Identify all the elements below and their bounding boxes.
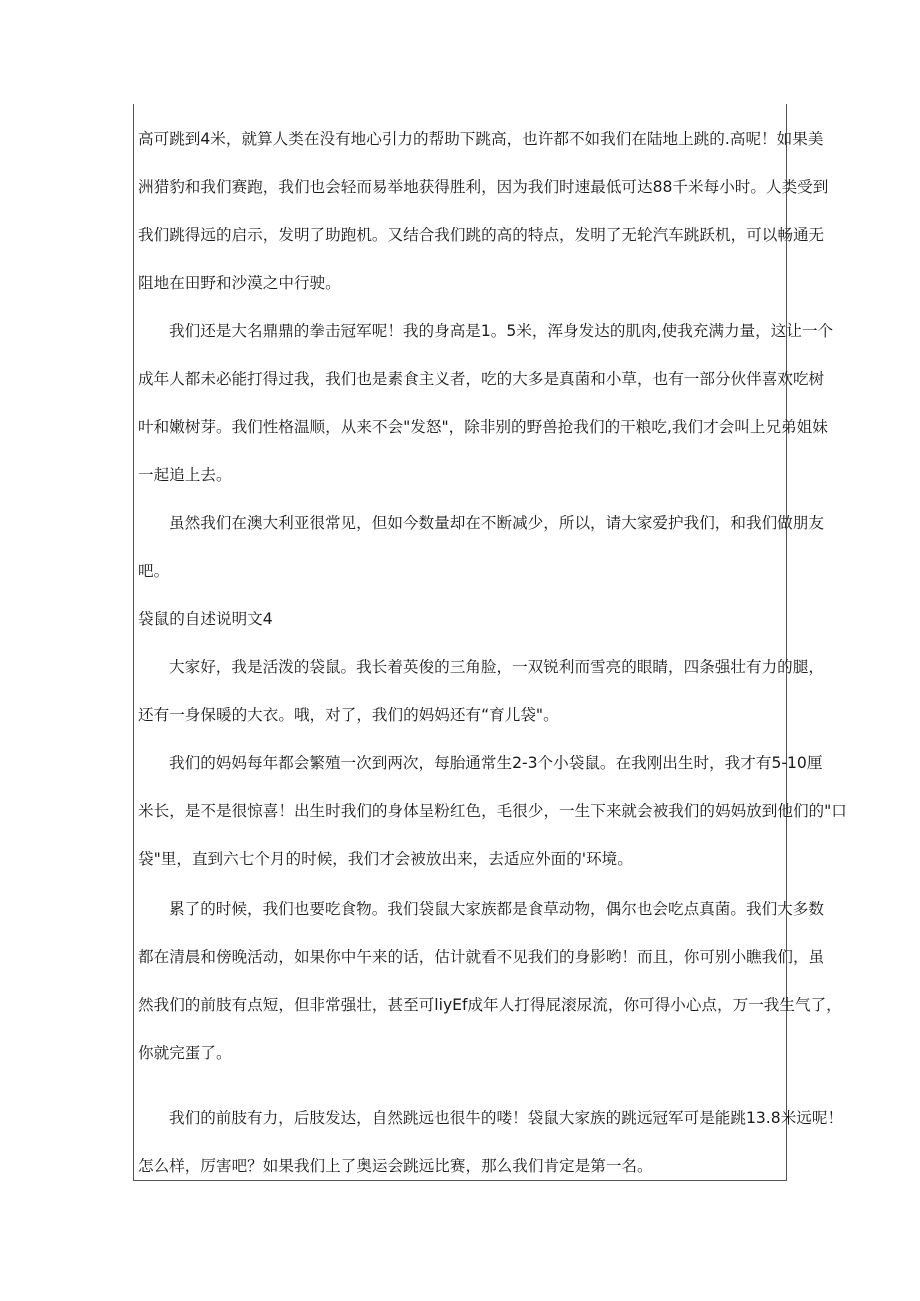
text-line: 吧。 — [138, 562, 170, 580]
text-line: 我们的妈妈每年都会繁殖一次到两次，每胎通常生2-3个小袋鼠。在我刚出生时，我才有5-10厘 — [169, 754, 823, 772]
text-line: 叶和嫩树芽。我们性格温顺，从来不会"发怒"，除非别的野兽抢我们的干粮吃,我们才会叫上兄弟姐妹 — [138, 418, 828, 436]
section-heading: 袋鼠的自述说明文4 — [138, 610, 273, 628]
text-line: 阻地在田野和沙漠之中行驶。 — [138, 274, 341, 292]
text-line: 怎么样，厉害吧？如果我们上了奥运会跳远比赛，那么我们肯定是第一名。 — [138, 1157, 653, 1175]
text-line: 高可跳到4米，就算人类在没有地心引力的帮助下跳高，也许都不如我们在陆地上跳的.高呢！如果美 — [138, 130, 824, 148]
text-line: 袋"里，直到六七个月的时候，我们才会被放出来，去适应外面的'环境。 — [138, 850, 633, 868]
text-line: 我们跳得远的启示，发明了助跑机。又结合我们跳的高的特点，发明了无轮汽车跳跃机，可以畅通无 — [138, 226, 825, 244]
text-line: 都在清晨和傍晚活动，如果你中午来的话，估计就看不见我们的身影哟！而且，你可别小瞧我们，虽 — [138, 948, 825, 966]
page-frame — [133, 104, 847, 1181]
text-line: 还有一身保暖的大衣。哦，对了，我们的妈妈还有“育儿袋"。 — [138, 706, 559, 724]
text-line: 然我们的前肢有点短，但非常强壮，甚至可liyEf成年人打得屁滚尿流，你可得小心点，万一我生气了， — [138, 996, 842, 1014]
text-line: 我们的前肢有力，后肢发达，自然跳远也很牛的喽！袋鼠大家族的跳远冠军可是能跳13.8米远呢！ — [169, 1109, 844, 1127]
text-line: 成年人都未必能打得过我，我们也是素食主义者，吃的大多是真菌和小草，也有一部分伙伴喜欢吃树 — [138, 370, 825, 388]
text-line: 米长，是不是很惊喜！出生时我们的身体呈粉红色，毛很少，一生下来就会被我们的妈妈放到他们的"口 — [138, 802, 847, 820]
text-line: 你就完蛋了。 — [138, 1044, 232, 1062]
text-line: 累了的时候，我们也要吃食物。我们袋鼠大家族都是食草动物，偶尔也会吃点真菌。我们大多数 — [169, 900, 824, 918]
text-line: 我们还是大名鼎鼎的拳击冠军呢！我的身高是1。5米，浑身发达的肌肉,使我充满力量，这让一个 — [169, 322, 834, 340]
text-line: 洲猎豹和我们赛跑，我们也会轻而易举地获得胜利，因为我们时速最低可达88千米每小时。人类受到 — [138, 178, 829, 196]
text-line: 大家好，我是活泼的袋鼠。我长着英俊的三角脸，一双锐利而雪亮的眼睛，四条强壮有力的腿， — [169, 658, 824, 676]
text-line: 一起追上去。 — [138, 466, 232, 484]
text-line: 虽然我们在澳大利亚很常见，但如今数量却在不断减少，所以，请大家爱护我们，和我们做朋友 — [169, 514, 824, 532]
